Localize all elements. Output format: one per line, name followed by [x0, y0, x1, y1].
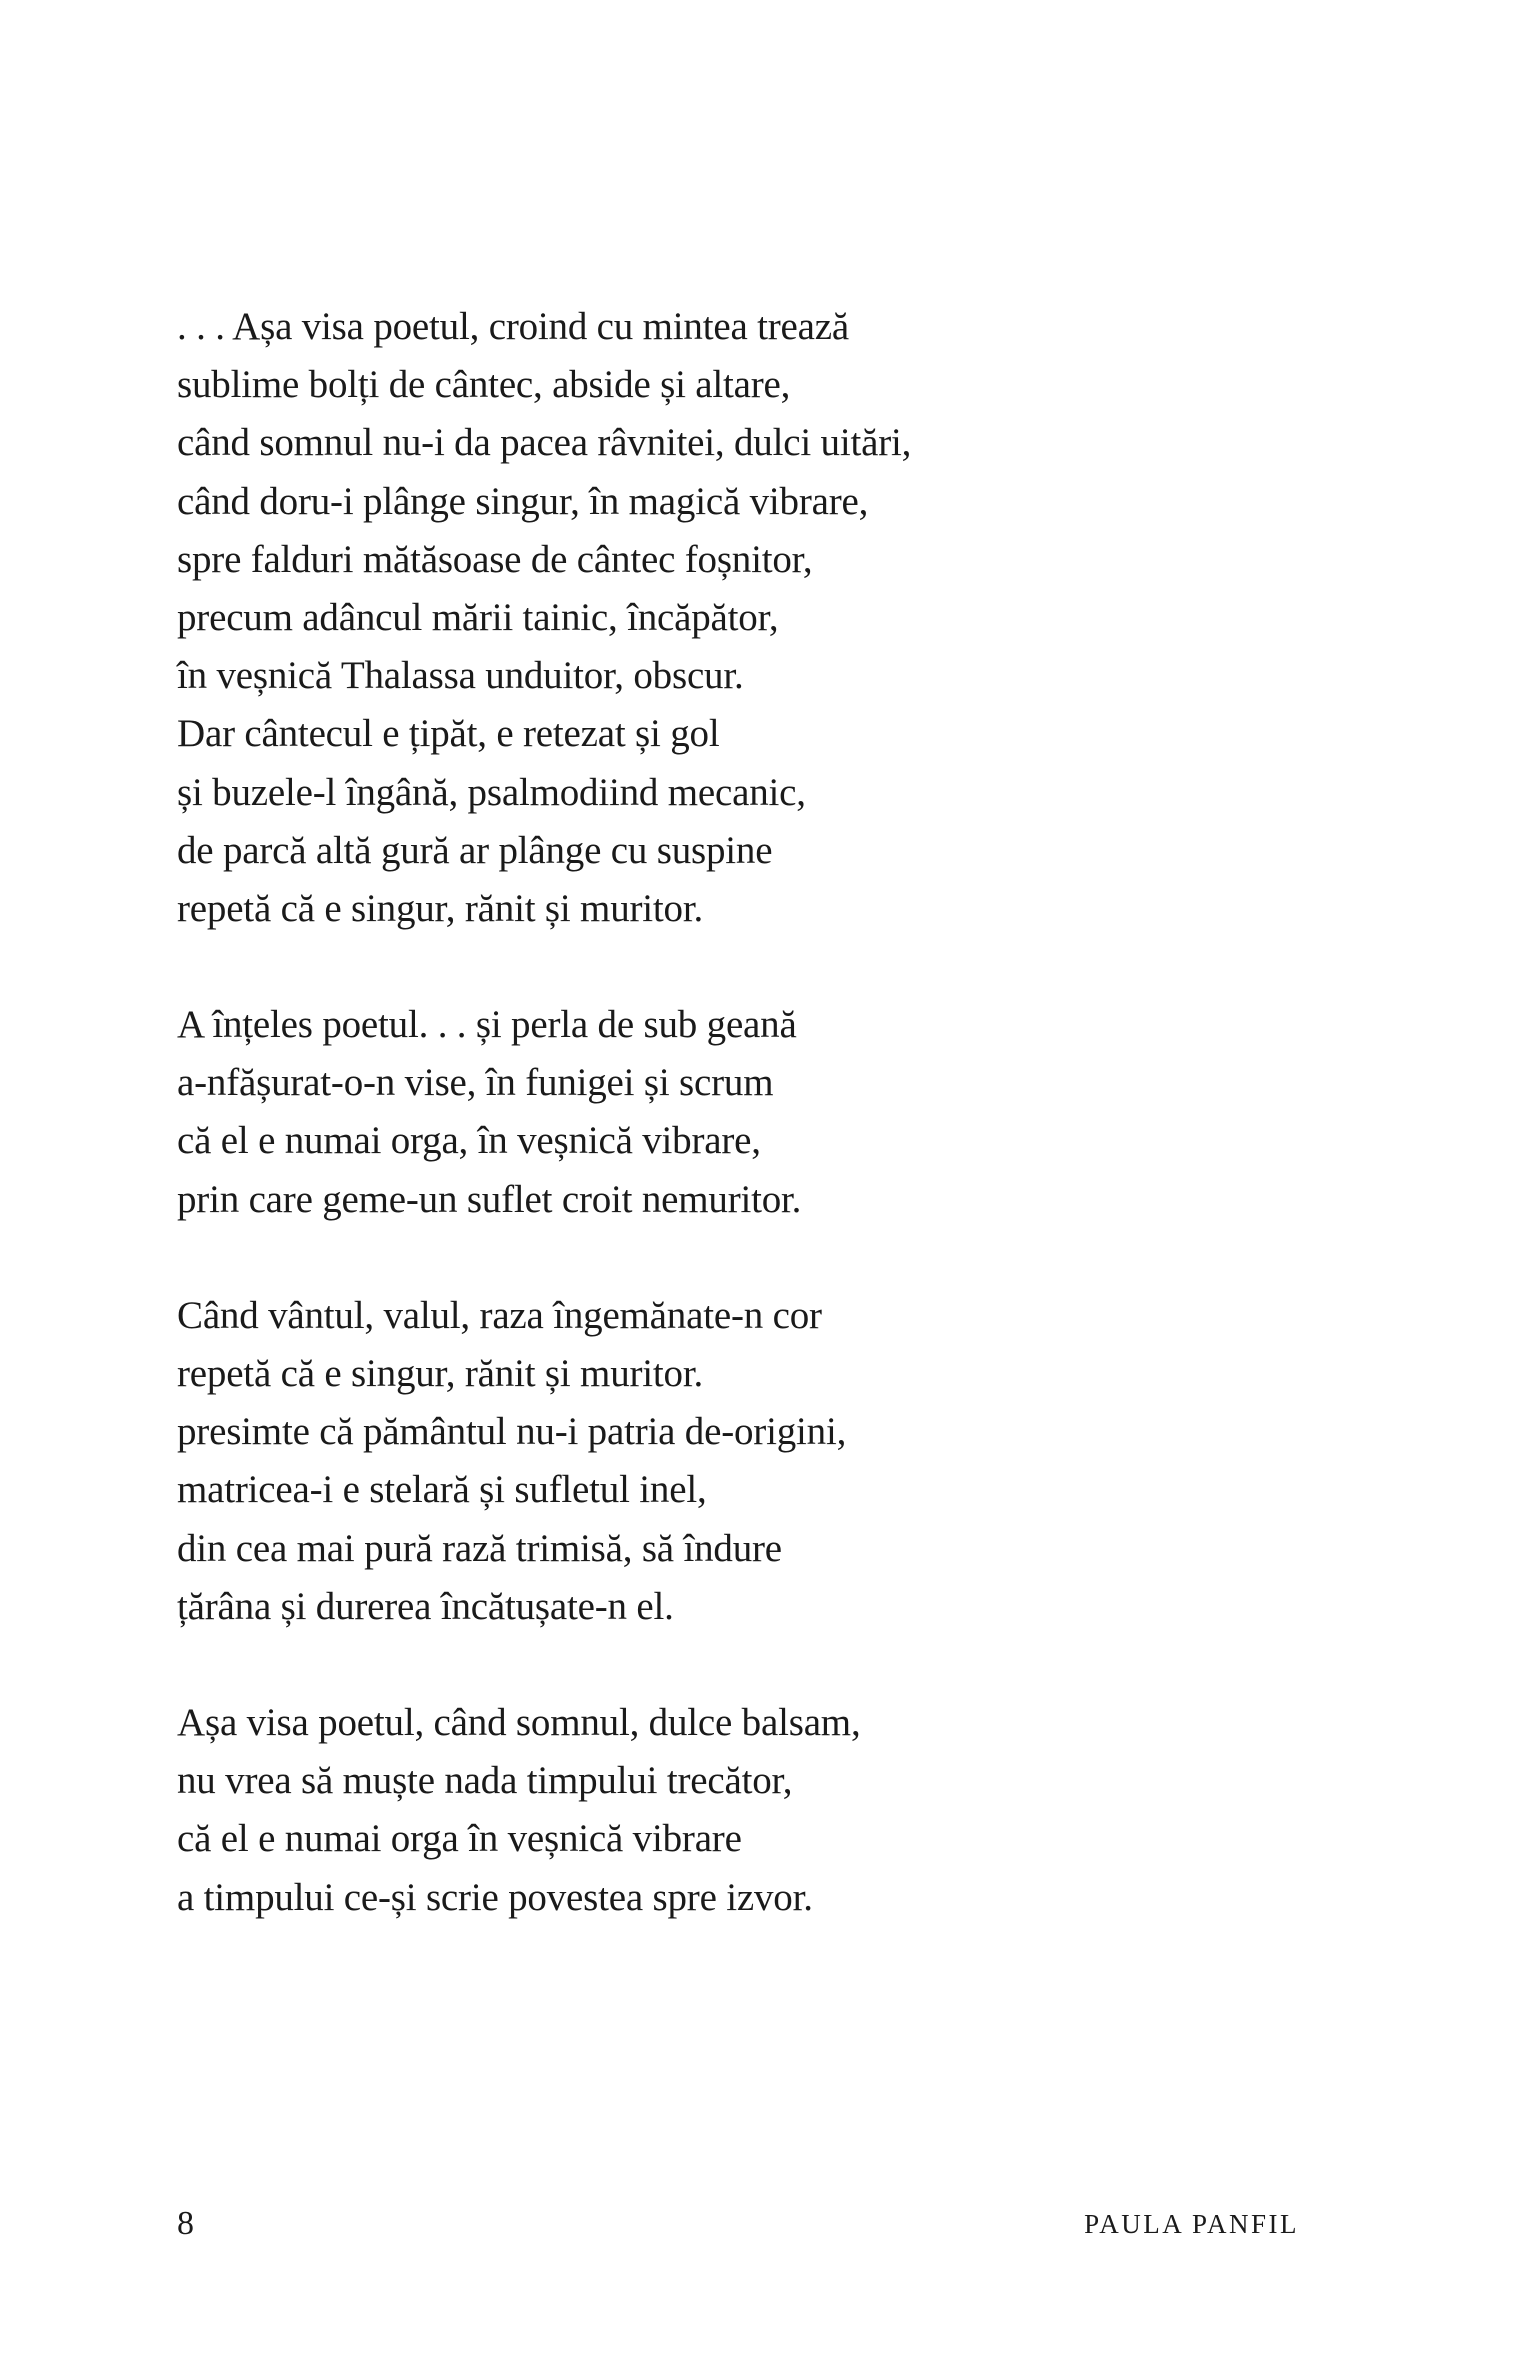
stanza — [177, 1287, 1277, 1636]
poem-line: Când vântul, valul, raza îngemănate-n cor — [177, 1293, 822, 1337]
poem-line: și buzele-l îngână, psalmodiind mecanic, — [177, 770, 806, 814]
poem-line: precum adâncul mării tainic, încăpător, — [177, 595, 779, 639]
poem-line: țărâna și durerea încătușate-n el. — [177, 1584, 674, 1628]
poem-line: Așa visa poetul, când somnul, dulce balsam, — [177, 1700, 861, 1744]
stanza — [177, 1694, 1277, 1927]
poem-line: nu vrea să muște nada timpului trecător, — [177, 1759, 793, 1803]
poem-line: . . . Așa visa poetul, croind cu mintea trează — [177, 305, 849, 348]
page-number: 8 — [177, 2205, 194, 2242]
poem-line: când somnul nu-i da pacea râvnitei, dulci uitări, — [177, 421, 912, 465]
poem-line: spre falduri mătăsoase de cântec foșnitor, — [177, 537, 813, 581]
poem-line: că el e numai orga, în veșnică vibrare, — [177, 1119, 761, 1163]
poem-line: din cea mai pură rază trimisă, să îndure — [177, 1526, 782, 1570]
poem-line: presimte că pământul nu-i patria de-origini, — [177, 1410, 847, 1454]
poem-line: a timpului ce-și scrie povestea spre izvor. — [177, 1875, 813, 1919]
stanza — [177, 996, 1277, 1229]
poem-line: în veșnică Thalassa unduitor, obscur. — [177, 654, 744, 698]
stanza — [177, 298, 1277, 938]
poem-line: prin care geme-un suflet croit nemuritor. — [177, 1177, 802, 1221]
poem-line: Dar cântecul e țipăt, e retezat și gol — [177, 712, 720, 756]
running-footer-author: PAULA PANFIL — [1084, 2209, 1299, 2239]
poem-line: când doru-i plânge singur, în magică vibrare, — [177, 479, 869, 523]
poem-line: A înțeles poetul. . . și perla de sub geană — [177, 1003, 797, 1047]
poem-line: că el e numai orga în veșnică vibrare — [177, 1817, 742, 1861]
poem — [177, 298, 1277, 1985]
poem-line: repetă că e singur, rănit și muritor. — [177, 886, 704, 930]
poem-line: de parcă altă gură ar plânge cu suspine — [177, 828, 773, 872]
poem-line: sublime bolți de cântec, abside și altare, — [177, 363, 791, 407]
poem-line: matricea-i e stelară și sufletul inel, — [177, 1468, 707, 1512]
poem-line: repetă că e singur, rănit și muritor. — [177, 1352, 704, 1395]
poem-line: a-nfășurat-o-n vise, în funigei și scrum — [177, 1061, 774, 1105]
